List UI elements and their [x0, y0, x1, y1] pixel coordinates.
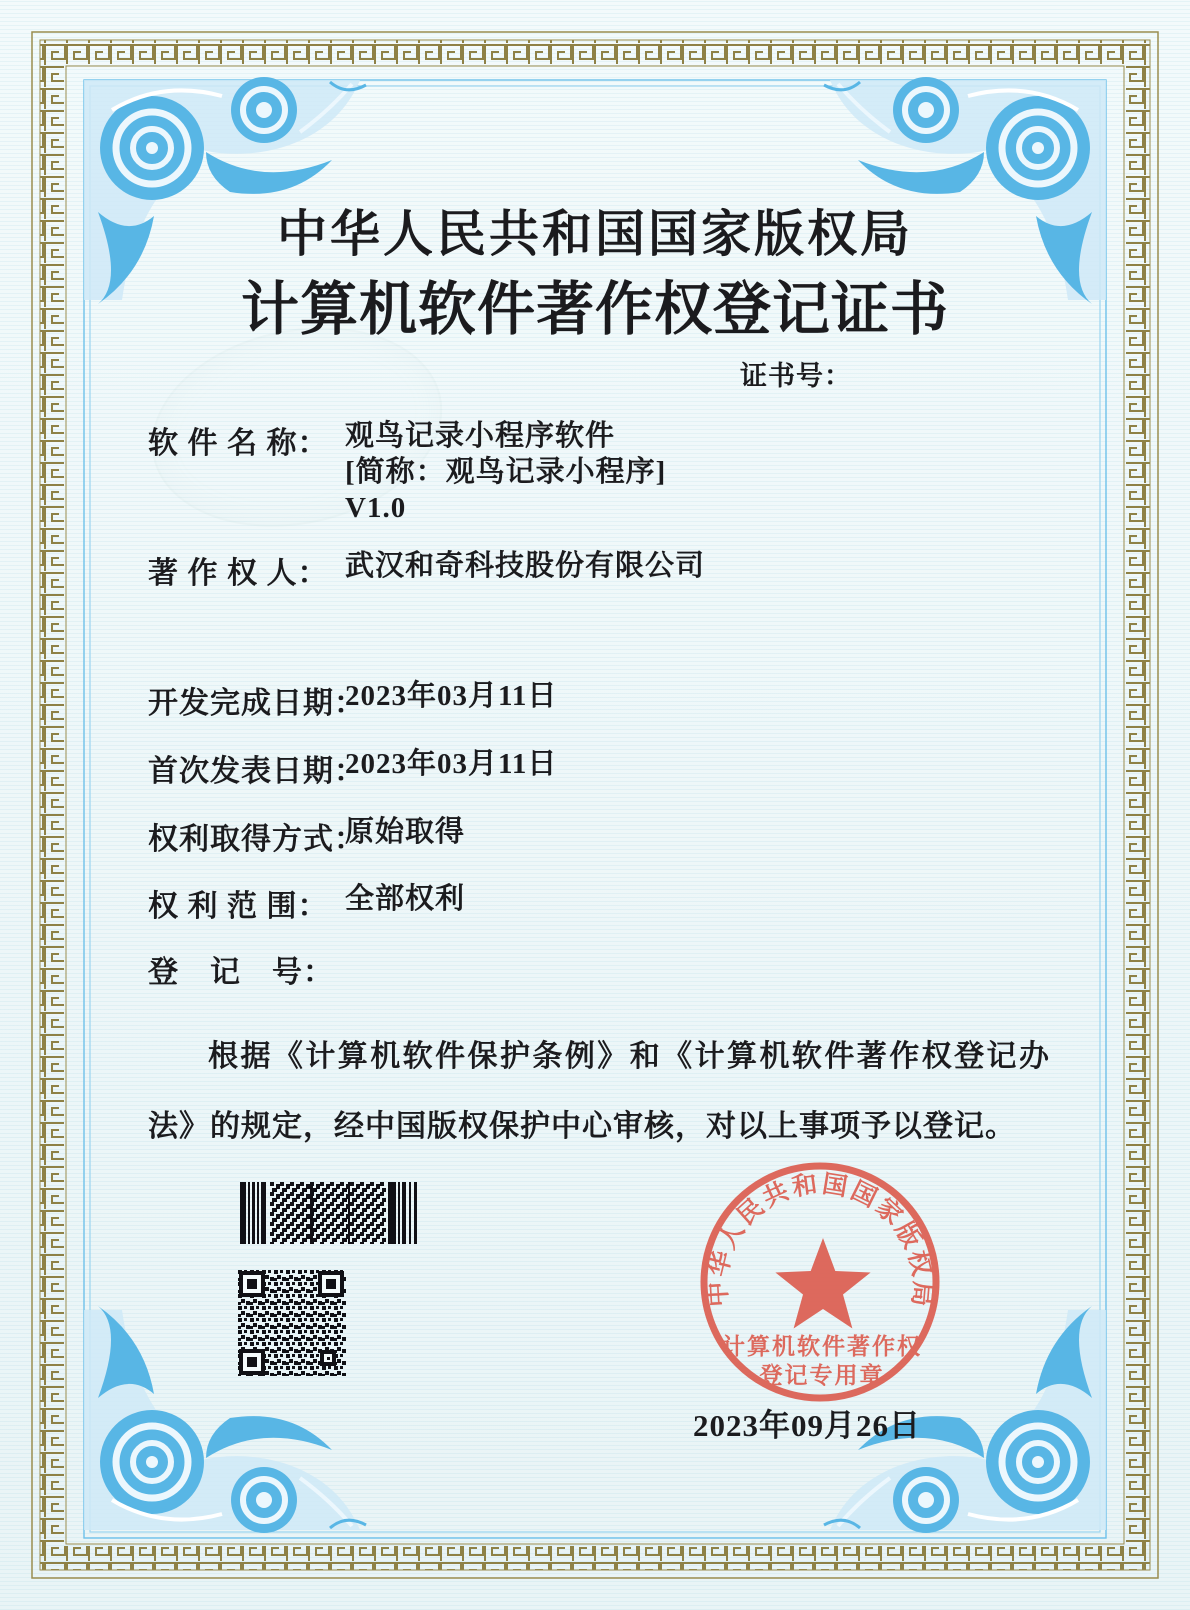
field-value: 2023年03月11日: [345, 748, 558, 780]
software-shortname-line: [简称：观鸟记录小程序]: [345, 456, 667, 488]
certificate-title: 计算机软件著作权登记证书: [240, 277, 949, 342]
barcode: [240, 1182, 418, 1244]
seal-line2: 登记专用章: [759, 1363, 885, 1388]
field-label: 权 利 范 围：: [148, 890, 329, 923]
certificate-number-label: 证书号：: [740, 361, 852, 391]
field-value: [345, 418, 666, 526]
registration-statement: 根据《计算机软件保护条例》和《计算机软件著作权登记办法》的规定，经中国版权保护中心审核，对以上事项予以登记。: [148, 1040, 1050, 1143]
software-version-line: V1.0: [345, 492, 407, 524]
field-label: 登 记 号：: [148, 956, 334, 989]
field-label: 权利取得方式：: [148, 823, 365, 856]
field-label: 著 作 权 人：: [148, 557, 329, 590]
qr-code: [238, 1270, 346, 1376]
seal-ring-text: 中华人民共和国国家版权局: [704, 1170, 936, 1311]
field-value: 武汉和奇科技股份有限公司: [345, 550, 706, 582]
field-value: 全部权利: [345, 883, 466, 915]
issue-date: 2023年09月26日: [693, 1408, 921, 1443]
field-label: 软 件 名 称：: [148, 427, 329, 460]
seal-line1: 计算机软件著作权: [722, 1334, 922, 1359]
official-seal: [694, 1156, 946, 1408]
field-value: 原始取得: [345, 816, 466, 848]
software-name-line: 观鸟记录小程序软件: [345, 420, 616, 452]
star-icon: [775, 1238, 870, 1329]
field-label: 开发完成日期：: [148, 687, 365, 720]
field-value: 2023年03月11日: [345, 680, 558, 712]
certificate-number: [740, 354, 852, 393]
field-label: 首次发表日期：: [148, 755, 365, 788]
authority-title: 中华人民共和国国家版权局: [277, 206, 913, 262]
